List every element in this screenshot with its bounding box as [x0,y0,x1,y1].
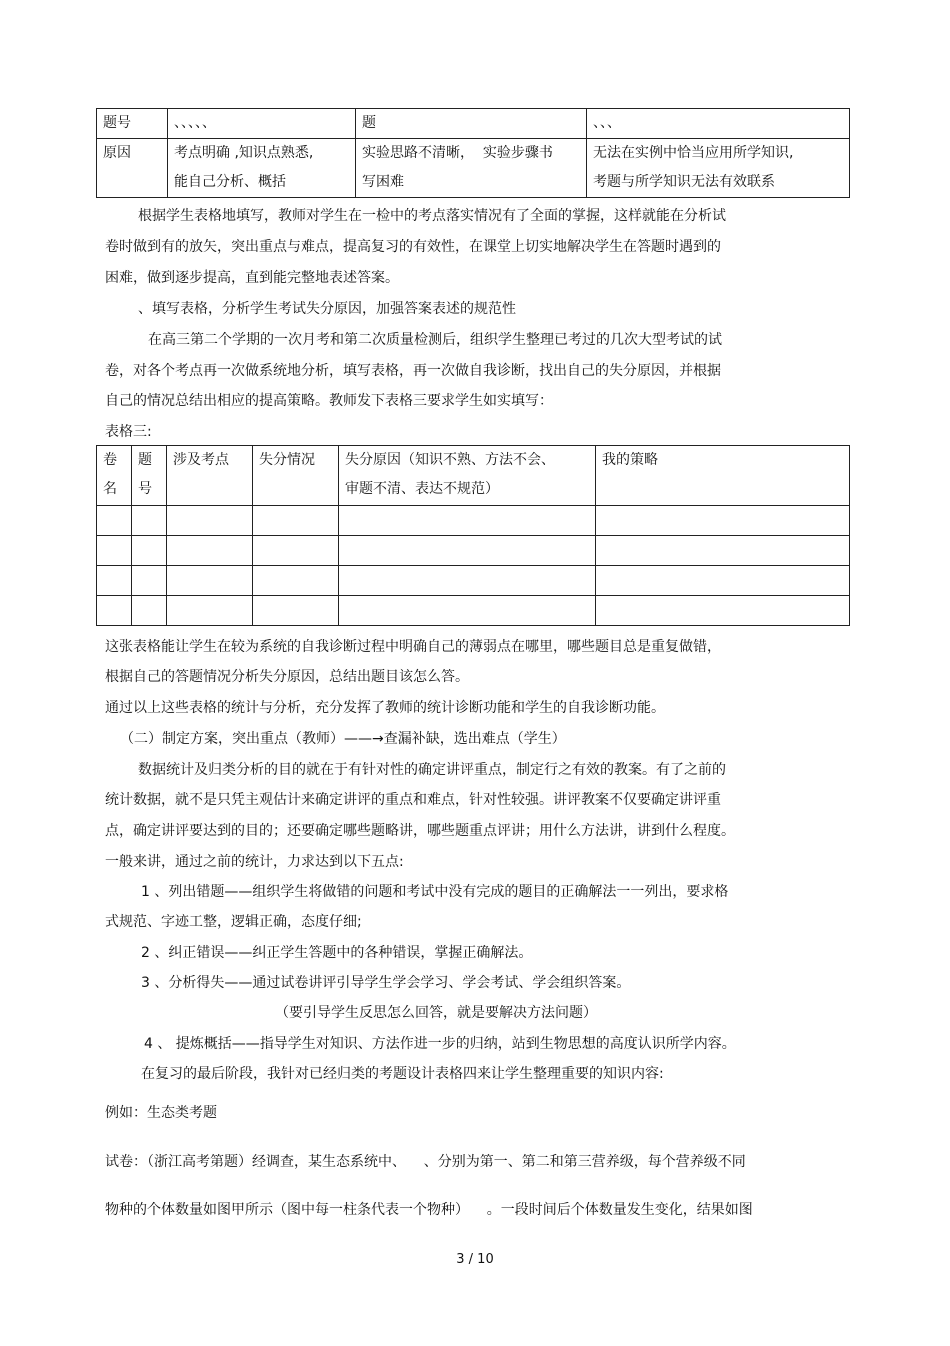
table-cell [97,596,132,626]
table-cell [97,536,132,566]
table-row [97,596,850,626]
paragraph-line: 一般来讲，通过之前的统计，力求达到以下五点: [105,854,404,870]
cell-line: 考题与所学知识无法有效联系 [593,174,775,190]
cell-line: 能自己分析、概括 [174,174,286,190]
exam-question-line: 物种的个体数量如图甲所示（图中每一柱条代表一个物种） 。一段时间后个体数量发生变化，结果如图 [105,1202,753,1218]
table-cell: 、、、、、 [168,109,356,139]
table-row [97,109,850,139]
cell-line: 失分原因（知识不熟、方法不会、 [345,452,555,468]
table-cell [596,536,850,566]
cell-line: 实验思路不清晰， 实验步骤书 [362,145,553,161]
table-cell [132,566,167,596]
table-label: 表格三: [105,424,152,440]
table-cell [339,566,596,596]
section-heading: （二）制定方案，突出重点（教师）——→查漏补缺，选出难点（学生） [120,731,566,747]
paragraph-line: 根据学生表格地填写，教师对学生在一检中的考点落实情况有了全面的掌握，这样就能在分析试 [138,208,726,224]
header-cell: 涉及考点 [167,446,253,506]
paragraph-line: 统计数据，就不是只凭主观估计来确定讲评的重点和难点，针对性较强。讲评教案不仅要确定讲评重 [105,792,721,808]
cell-line: 题 [138,452,152,468]
table-cell: 题号 [97,109,168,139]
exam-question-line: 试卷：（浙江高考第题）经调查，某生态系统中、 、分别为第一、第二和第三营养级，每个营养级不同 [105,1154,746,1170]
paragraph-line: 在复习的最后阶段，我针对已经归类的考题设计表格四来让学生整理重要的知识内容: [141,1066,664,1082]
paragraph-line: 自己的情况总结出相应的提高策略。教师发下表格三要求学生如实填写： [105,393,553,409]
table-cell [253,506,339,536]
table-cell: 、、、 [587,109,850,139]
paragraph-line: 困难，做到逐步提高，直到能完整地表述答案。 [105,270,399,286]
table-cell [167,536,253,566]
table-cell [339,536,596,566]
table-cell [167,506,253,536]
section-heading: 、填写表格，分析学生考试失分原因，加强答案表述的规范性 [138,301,516,317]
table-cell [132,596,167,626]
paragraph-line: 点，确定讲评要达到的目的；还要确定哪些题略讲，哪些题重点评讲；用什么方法讲，讲到什么程度。 [105,823,735,839]
header-cell [339,446,596,506]
table-cell [97,566,132,596]
list-item: 1 、列出错题——组织学生将做错的问题和考试中没有完成的题目的正确解法一一列出，要求格 [141,884,729,900]
cell-line: 卷 [103,452,117,468]
reason-table [96,108,850,198]
cell-line: 名 [103,481,117,497]
cell-line: 审题不清、表达不规范） [345,481,499,497]
table-cell [132,536,167,566]
table-row [97,566,850,596]
paragraph-line: 卷时做到有的放矢，突出重点与难点，提高复习的有效性，在课堂上切实地解决学生在答题时遇到的 [105,239,721,255]
header-cell [132,446,167,506]
cell-line: 号 [138,481,152,497]
table-cell [356,139,587,198]
score-analysis-table [96,445,850,626]
table-cell [339,506,596,536]
list-item: 4 、 提炼概括——指导学生对知识、方法作进一步的归纳，站到生物思想的高度认识所学内容。 [144,1036,736,1052]
paragraph-line: 数据统计及归类分析的目的就在于有针对性的确定讲评重点，制定行之有效的教案。有了之前的 [138,762,726,778]
header-cell: 我的策略 [596,446,850,506]
list-item: 3 、分析得失——通过试卷讲评引导学生学会学习、学会考试、学会组织答案。 [141,975,631,991]
table-cell [253,536,339,566]
table-cell [167,566,253,596]
table-row [97,139,850,198]
table-cell: 题 [356,109,587,139]
example-label: 例如：生态类考题 [105,1105,217,1121]
page-number: 3 / 10 [456,1252,494,1267]
header-cell [97,446,132,506]
cell-line: 考点明确 ,知识点熟悉, [174,145,314,161]
table-cell [167,596,253,626]
list-item: 2 、纠正错误——纠正学生答题中的各种错误，掌握正确解法。 [141,945,533,961]
table-cell [587,139,850,198]
table-cell [596,566,850,596]
paragraph-line: 通过以上这些表格的统计与分析，充分发挥了教师的统计诊断功能和学生的自我诊断功能。 [105,700,665,716]
paragraph-line: 这张表格能让学生在较为系统的自我诊断过程中明确自己的薄弱点在哪里，哪些题目总是重复做错， [105,639,721,655]
table-row [97,506,850,536]
table-header-row [97,446,850,506]
table-cell [596,506,850,536]
paragraph-line: 卷，对各个考点再一次做系统地分析，填写表格，再一次做自我诊断，找出自己的失分原因，并根据 [105,363,721,379]
table-cell [339,596,596,626]
table-cell [253,566,339,596]
table-cell [132,506,167,536]
paragraph-line: 根据自己的答题情况分析失分原因，总结出题目该怎么答。 [105,669,469,685]
paragraph-line: 在高三第二个学期的一次月考和第二次质量检测后，组织学生整理已考过的几次大型考试的试 [148,332,722,348]
list-item-continuation: 式规范、字迹工整，逻辑正确，态度仔细; [105,914,362,930]
table-cell [253,596,339,626]
table-cell: 原因 [97,139,168,198]
table-cell [168,139,356,198]
table-row [97,536,850,566]
cell-line: 写困难 [362,174,404,190]
list-item-note: （要引导学生反思怎么回答，就是要解决方法问题） [275,1005,597,1021]
header-cell: 失分情况 [253,446,339,506]
cell-line: 无法在实例中恰当应用所学知识, [593,145,794,161]
table-cell [97,506,132,536]
table-cell [596,596,850,626]
